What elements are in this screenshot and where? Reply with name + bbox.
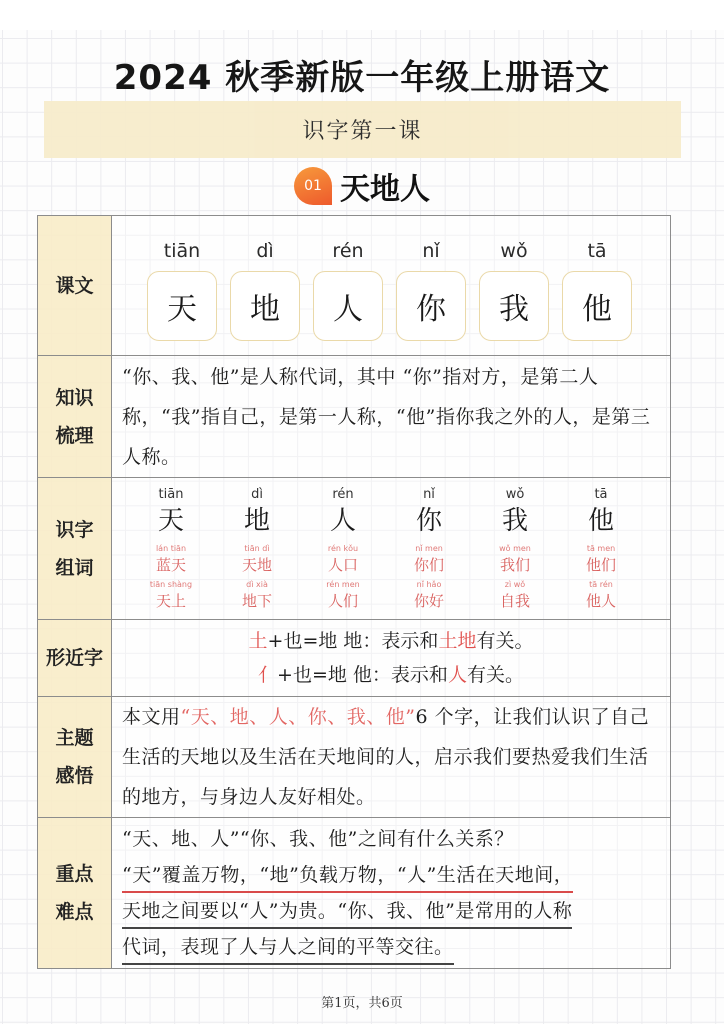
word: 天地 [241,555,272,574]
shizi-column [128,487,214,611]
label-zhongdian [38,818,112,969]
row-shizi [38,478,671,620]
word-pinyin: nǐ hǎo [416,579,442,589]
shizi-column [558,487,644,611]
label-zhuti [38,697,112,818]
kewen-char-item [313,231,383,341]
character: 我 [501,505,528,536]
row-zhuti [38,697,671,818]
pinyin: tiān [163,239,201,262]
pinyin: tā [587,239,607,262]
label-xingjin [38,620,112,697]
lesson-number: 01 [304,178,322,194]
row-xingjin [38,620,671,697]
char-box: 人 [313,271,383,341]
xingjin-line-1 [112,624,670,658]
word: 蓝天 [155,555,186,574]
xingjin-content [112,620,671,697]
pinyin: wǒ [505,486,525,502]
zhuti-text [112,697,670,817]
answer-line: “天”覆盖万物，“地”负载万物，“人”生活在天地间， [122,860,573,893]
lesson-number-badge [294,167,332,205]
pinyin: tiān [158,486,184,502]
pinyin: dì [256,239,274,262]
radical: 亻 [258,664,278,686]
zhongdian-content [112,818,671,969]
zhuti-content [112,697,671,818]
subtitle-band [44,101,681,158]
zhishi-content [112,356,671,478]
pinyin: dì [251,486,263,502]
question: “天、地、人”“你、我、他”之间有什么关系？ [122,828,514,850]
pinyin: rén [332,239,364,262]
character: 地 [243,505,270,536]
kewen-char-item [562,231,632,341]
kewen-char-item [147,231,217,341]
answer-line: 天地之间要以“人”为贵。“你、我、他”是常用的人称 [122,896,572,929]
row-kewen [38,216,671,356]
shizi-column [300,487,386,611]
radical: 土 [248,630,268,652]
row-zhishi [38,356,671,478]
highlight: “天、地、人、你、我、他” [180,706,416,728]
label-text: 识字 [55,518,94,541]
label-text: 难点 [55,901,94,923]
pinyin: nǐ [423,486,435,502]
label-text: 主题 [55,727,94,749]
word: 人们 [327,591,358,610]
label-shizi [38,478,112,620]
kewen-char-item [396,231,466,341]
suffix: 有关。 [466,664,524,686]
highlight: 人 [447,664,467,686]
word-pinyin: wǒ men [499,543,531,553]
word-pinyin: tiān dì [244,543,270,553]
character: 他 [587,505,614,536]
word: 天上 [155,591,186,610]
word: 自我 [499,591,530,610]
rest: 6 个字，让我们认识了自己生活的天地以及生活在天地间的人，启示我们要热爱我们生活的地方，与身边人友好相处。 [122,706,650,808]
word-pinyin: tā rén [589,579,613,589]
char-box: 我 [479,271,549,341]
pinyin: wǒ [500,239,528,262]
word-pinyin: tā men [586,543,616,553]
subtitle: 识字第一课 [302,119,423,144]
word: 你们 [413,555,444,574]
word-pinyin: dì xià [246,579,268,589]
word-pinyin: nǐ men [415,543,443,553]
label-text: 课文 [55,274,94,297]
word-pinyin: rén kǒu [327,543,359,553]
word: 我们 [499,555,530,574]
formula: +也=地 他：表示和 [277,664,448,686]
label-text: 梳理 [55,424,94,447]
label-text: 组词 [55,556,94,579]
word-pinyin: lán tiān [155,543,187,553]
answer-line: 代词，表现了人与人之间的平等交往。 [122,932,454,965]
kewen-content [112,216,671,356]
label-text: 知识 [55,386,94,409]
char-box: 你 [396,271,466,341]
word-pinyin: tiān shàng [149,579,193,589]
word-pinyin: zì wǒ [504,579,526,589]
lesson-heading [0,164,724,208]
label-text: 感悟 [55,765,94,787]
row-zhongdian [38,818,671,969]
page-indicator: 第1页，共6页 [321,996,403,1011]
label-text: 形近字 [45,647,103,669]
formula: +也=地 地：表示和 [267,630,439,652]
shizi-column [472,487,558,611]
label-text: 重点 [55,863,94,885]
pinyin: nǐ [422,239,440,262]
pinyin: tā [594,486,608,502]
page-title: 2024 秋季新版一年级上册语文 [113,58,611,98]
character: 天 [157,505,184,536]
char-box: 天 [147,271,217,341]
kewen-char-item [230,231,300,341]
label-kewen [38,216,112,356]
char-box: 他 [562,271,632,341]
highlight: 土地 [438,630,477,652]
word: 你好 [413,591,444,610]
prefix: 本文用 [122,706,181,728]
lesson-table [37,215,671,969]
pinyin: rén [332,486,354,502]
word: 他们 [585,555,616,574]
char-box: 地 [230,271,300,341]
shizi-column [214,487,300,611]
word: 地下 [241,591,272,610]
word-pinyin: rén men [326,579,360,589]
suffix: 有关。 [476,630,534,652]
shizi-column [386,487,472,611]
zhishi-text: “你、我、他”是人称代词，其中 “你”指对方，是第二人称，“我”指自己，是第一人称，“他”指你我之外的人，是第三人称。 [122,365,651,468]
word: 人口 [327,555,358,574]
kewen-char-item [479,231,549,341]
word: 他人 [585,591,616,610]
label-zhishi [38,356,112,478]
lesson-title: 天地人 [340,172,430,207]
shizi-content [112,478,671,620]
character: 人 [329,505,356,536]
xingjin-line-2 [112,658,670,692]
character: 你 [415,505,442,536]
